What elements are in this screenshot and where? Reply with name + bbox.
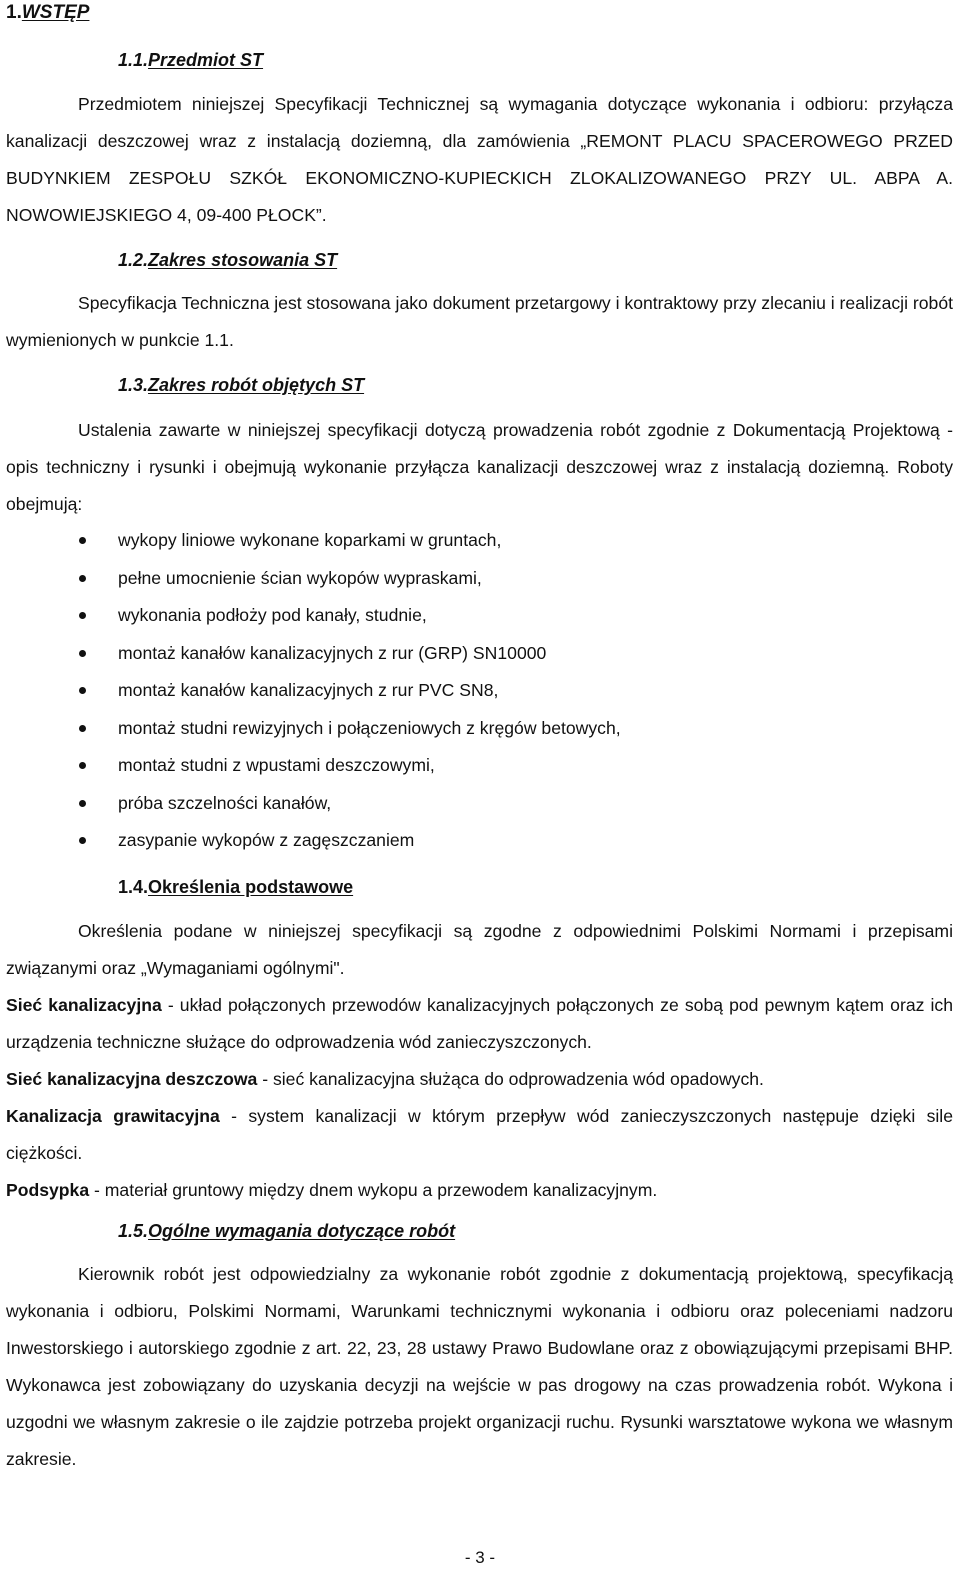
- list-item: próba szczelności kanałów,: [0, 785, 960, 823]
- chapter-title: WSTĘP: [21, 2, 90, 23]
- list-item: zasypanie wykopów z zagęszczaniem: [0, 822, 960, 860]
- section-title: Zakres stosowania ST: [148, 250, 338, 270]
- list-item: montaż studni z wpustami deszczowymi,: [0, 747, 960, 785]
- definition-term: Sieć kanalizacyjna deszczowa: [6, 1069, 258, 1089]
- bullet-icon: [79, 650, 86, 657]
- definition-term: Sieć kanalizacyjna: [6, 995, 162, 1015]
- bullet-icon: [79, 725, 86, 732]
- definition-term: Kanalizacja grawitacyjna: [6, 1106, 220, 1126]
- section-number: 1.5.: [118, 1221, 149, 1241]
- bullet-icon: [79, 537, 86, 544]
- section-number: 1.3.: [118, 375, 149, 395]
- bullet-icon: [79, 687, 86, 694]
- list-item: pełne umocnienie ścian wykopów wypraskami,: [0, 560, 960, 598]
- section-1-2-paragraph: Specyfikacja Techniczna jest stosowana jako dokument przetargowy i kontraktowy przy zlecaniu i realizacji robót wymienionych w punkcie 1.1.: [6, 293, 953, 350]
- definition-item: [6, 1061, 953, 1098]
- definition-text: - system kanalizacji w którym przepływ wód zanieczyszczonych następuje dzięki sile ciężkości.: [6, 1106, 954, 1163]
- list-item: montaż kanałów kanalizacyjnych z rur PVC SN8,: [0, 672, 960, 710]
- section-heading-1-3: [118, 373, 364, 397]
- definition-item: [6, 1172, 953, 1209]
- list-item: wykopy liniowe wykonane koparkami w gruntach,: [0, 522, 960, 560]
- page-number: - 3 -: [464, 1548, 496, 1567]
- section-heading-1-5: [118, 1219, 455, 1243]
- section-heading-1-4: [118, 875, 353, 899]
- definition-text: - materiał gruntowy między dnem wykopu a przewodem kanalizacyjnym.: [89, 1180, 658, 1200]
- section-heading-1-1: [118, 48, 263, 72]
- section-number: 1.1.: [118, 50, 149, 70]
- chapter-heading: [6, 0, 89, 26]
- section-1-4-paragraph: Określenia podane w niniejszej specyfikacji są zgodne z odpowiednimi Polskimi Normami i przepisami związanymi oraz „Wymaganiami ogólnymi".: [6, 921, 953, 978]
- section-1-1-paragraph: Przedmiotem niniejszej Specyfikacji Technicznej są wymagania dotyczące wykonania i odbioru: przyłącza kanalizacji deszczowej wraz z instalacją doziemną, dla zamówienia „REMONT PLACU SPACEROWEGO PRZED BUDYNKIEM ZESPOŁU SZKÓŁ EKONOMICZNO-KUPIECKICH ZLOKALIZOWANEGO PRZY UL. ABPA A. NOWOWIEJSKIEGO 4, 09-400 PŁOCK”.: [6, 94, 953, 225]
- definition-item: [6, 987, 953, 1061]
- section-1-5-paragraph: Kierownik robót jest odpowiedzialny za wykonanie robót zgodnie z dokumentacją projektową, specyfikacją wykonania i odbioru, Polskimi Normami, Warunkami technicznymi wykonania i odbioru oraz poleceniami nadzoru Inwestorskiego i autorskiego zgodnie z art. 22, 23, 28 ustawy Prawo Budowlane oraz z obowiązującymi przepisami BHP. Wykonawca jest zobowiązany do uzyskania decyzji na wejście w pas drogowy na czas prowadzenia robót. Wykona i uzgodni we własnym zakresie o ile zajdzie potrzeba projekt organizacji ruchu. Rysunki warsztatowe wykona we własnym zakresie.: [6, 1264, 953, 1469]
- bullet-icon: [79, 762, 86, 769]
- definition-term: Podsypka: [6, 1180, 90, 1200]
- chapter-number: 1.: [6, 2, 22, 23]
- list-item: montaż kanałów kanalizacyjnych z rur (GRP) SN10000: [0, 635, 960, 673]
- section-number: 1.2.: [118, 250, 149, 270]
- definition-item: [6, 1098, 953, 1172]
- definition-text: - sieć kanalizacyjna służąca do odprowadzenia wód opadowych.: [257, 1069, 764, 1089]
- bullet-icon: [79, 612, 86, 619]
- list-item: montaż studni rewizyjnych i połączeniowych z kręgów betowych,: [0, 710, 960, 748]
- bullet-icon: [79, 837, 86, 844]
- section-1-3-paragraph: Ustalenia zawarte w niniejszej specyfikacji dotyczą prowadzenia robót zgodnie z Dokumentacją Projektową - opis techniczny i rysunki i obejmują wykonanie przyłącza kanalizacji deszczowej wraz z instalacją doziemną. Roboty obejmują:: [6, 420, 953, 514]
- section-title: Przedmiot ST: [148, 50, 264, 70]
- section-title: Zakres robót objętych ST: [148, 375, 365, 395]
- section-title: Określenia podstawowe: [148, 877, 354, 897]
- section-title: Ogólne wymagania dotyczące robót: [148, 1221, 456, 1241]
- definition-text: - układ połączonych przewodów kanalizacyjnych połączonych ze sobą pod pewnym kątem oraz ich urządzenia techniczne służące do odprowadzenia wód zanieczyszczonych.: [6, 995, 954, 1052]
- section-heading-1-2: [118, 248, 337, 272]
- list-item: wykonania podłoży pod kanały, studnie,: [0, 597, 960, 635]
- bullet-icon: [79, 800, 86, 807]
- section-number: 1.4.: [118, 877, 149, 897]
- bullet-icon: [79, 575, 86, 582]
- works-list: [0, 522, 960, 860]
